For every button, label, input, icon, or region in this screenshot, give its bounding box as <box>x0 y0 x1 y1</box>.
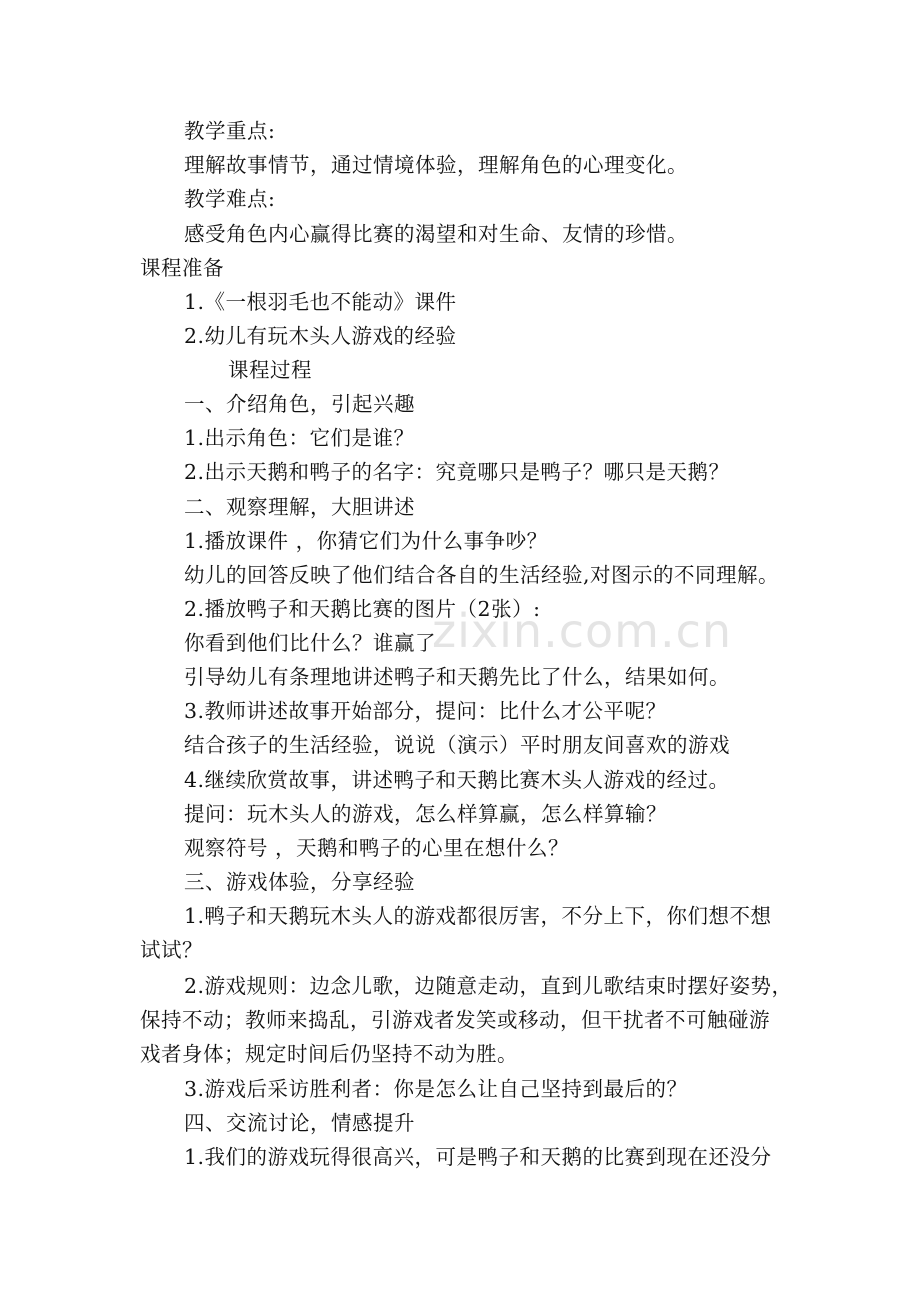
paragraph-line: 你看到他们比什么？谁赢了 <box>184 631 436 655</box>
list-item: 2.出示天鹅和鸭子的名字：究竟哪只是鸭子？哪只是天鹅？ <box>184 460 730 484</box>
section-heading: 二、观察理解，大胆讲述 <box>184 495 415 519</box>
section-heading: 四、交流讨论，情感提升 <box>184 1111 415 1135</box>
paragraph-line: 试试？ <box>140 938 203 962</box>
section-heading: 一、介绍角色，引起兴趣 <box>184 392 415 416</box>
paragraph-line: 理解故事情节，通过情境体验，理解角色的心理变化。 <box>184 153 688 177</box>
list-item: 1.鸭子和天鹅玩木头人的游戏都很厉害，不分上下，你们想不想 <box>184 904 772 928</box>
section-heading: 三、游戏体验，分享经验 <box>184 870 415 894</box>
list-item: 1.我们的游戏玩得很高兴，可是鸭子和天鹅的比赛到现在还没分 <box>184 1145 772 1169</box>
paragraph-line: 幼儿的回答反映了他们结合各自的生活经验,对图示的不同理解。 <box>184 563 780 587</box>
list-item: 2.幼儿有玩木头人游戏的经验 <box>184 324 457 348</box>
list-item: 1.出示角色：它们是谁？ <box>184 426 415 450</box>
paragraph-line: 感受角色内心赢得比赛的渴望和对生命、友情的珍惜。 <box>184 222 688 246</box>
heading-course-preparation: 课程准备 <box>140 256 224 280</box>
list-item: 1.播放课件 ，你猜它们为什么事争吵？ <box>184 529 548 553</box>
list-item: 2.播放鸭子和天鹅比赛的图片（2张）: <box>184 597 541 621</box>
list-item: 3.游戏后采访胜利者：你是怎么让自己坚持到最后的？ <box>184 1077 688 1101</box>
paragraph-line: 保持不动；教师来捣乱，引游戏者发笑或移动，但干扰者不可触碰游 <box>140 1008 770 1032</box>
list-item: 4.继续欣赏故事，讲述鸭子和天鹅比赛木头人游戏的经过。 <box>184 768 730 792</box>
list-item: 3.教师讲述故事开始部分，提问：比什么才公平呢？ <box>184 699 667 723</box>
paragraph-line: 戏者身体；规定时间后仍坚持不动为胜。 <box>140 1042 518 1066</box>
list-item: 2.游戏规则：边念儿歌，边随意走动，直到儿歌结束时摆好姿势， <box>184 974 793 998</box>
paragraph-line: 结合孩子的生活经验，说说（演示）平时朋友间喜欢的游戏 <box>184 733 730 757</box>
heading-teaching-difficulty: 教学难点: <box>184 187 276 211</box>
paragraph-line: 引导幼儿有条理地讲述鸭子和天鹅先比了什么，结果如何。 <box>184 665 730 689</box>
heading-teaching-focus: 教学重点: <box>184 119 276 143</box>
heading-course-process: 课程过程 <box>228 358 312 382</box>
paragraph-line: 提问：玩木头人的游戏，怎么样算赢，怎么样算输？ <box>184 802 667 826</box>
paragraph-line: 观察符号 ，天鹅和鸭子的心里在想什么？ <box>184 836 570 860</box>
watermark: zixin.com.cn <box>432 604 733 658</box>
list-item: 1.《一根羽毛也不能动》课件 <box>184 290 457 314</box>
